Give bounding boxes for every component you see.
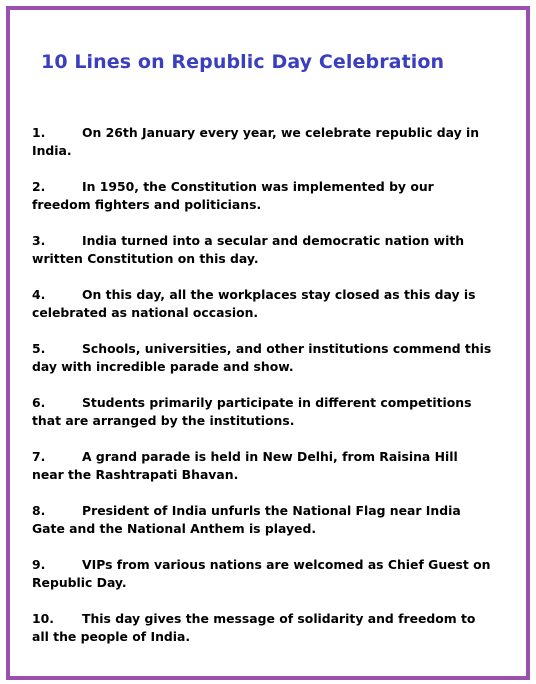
list-item-number: 4. — [32, 287, 46, 302]
list-item-number: 1. — [32, 125, 46, 140]
list-item-text-line-1: Students primarily participate in different competitions — [82, 395, 472, 410]
list-item-text-line-1: VIPs from various nations are welcomed as Chief Guest on — [82, 557, 491, 572]
page-title: 10 Lines on Republic Day Celebration — [41, 51, 445, 73]
list-item — [32, 610, 506, 646]
list-item — [32, 556, 506, 592]
list-item-text-line-1: India turned into a secular and democratic nation with — [82, 233, 465, 248]
list-item-text-line-2: Republic Day. — [32, 575, 127, 590]
list-item — [32, 286, 506, 322]
list-item — [32, 124, 506, 160]
list-item-number: 5. — [32, 341, 46, 356]
list-item-number: 10. — [32, 611, 54, 626]
numbered-list — [32, 124, 506, 664]
list-item — [32, 448, 506, 484]
list-item-text-line-2: that are arranged by the institutions. — [32, 413, 295, 428]
list-item-text-line-2: freedom fighters and politicians. — [32, 197, 262, 212]
list-item — [32, 394, 506, 430]
list-item — [32, 232, 506, 268]
list-item — [32, 340, 506, 376]
list-item-text-line-2: all the people of India. — [32, 629, 191, 644]
list-item-text-line-2: near the Rashtrapati Bhavan. — [32, 467, 239, 482]
list-item — [32, 178, 506, 214]
list-item-text-line-1: President of India unfurls the National Flag near India — [82, 503, 461, 518]
list-item-text-line-1: On 26th January every year, we celebrate republic day in — [82, 125, 480, 140]
list-item-number: 6. — [32, 395, 46, 410]
list-item-text-line-2: India. — [32, 143, 72, 158]
list-item-text-line-1: On this day, all the workplaces stay closed as this day is — [82, 287, 476, 302]
list-item-number: 9. — [32, 557, 46, 572]
list-item-text-line-1: In 1950, the Constitution was implemented by our — [82, 179, 434, 194]
list-item-text-line-2: day with incredible parade and show. — [32, 359, 294, 374]
list-item-text-line-2: written Constitution on this day. — [32, 251, 259, 266]
list-item-number: 8. — [32, 503, 46, 518]
list-item-text-line-2: Gate and the National Anthem is played. — [32, 521, 317, 536]
list-item-text-line-1: Schools, universities, and other institutions commend this — [82, 341, 492, 356]
list-item-number: 3. — [32, 233, 46, 248]
list-item — [32, 502, 506, 538]
list-item-number: 2. — [32, 179, 46, 194]
list-item-text-line-1: This day gives the message of solidarity and freedom to — [82, 611, 476, 626]
list-item-number: 7. — [32, 449, 46, 464]
list-item-text-line-2: celebrated as national occasion. — [32, 305, 259, 320]
list-item-text-line-1: A grand parade is held in New Delhi, from Raisina Hill — [82, 449, 458, 464]
